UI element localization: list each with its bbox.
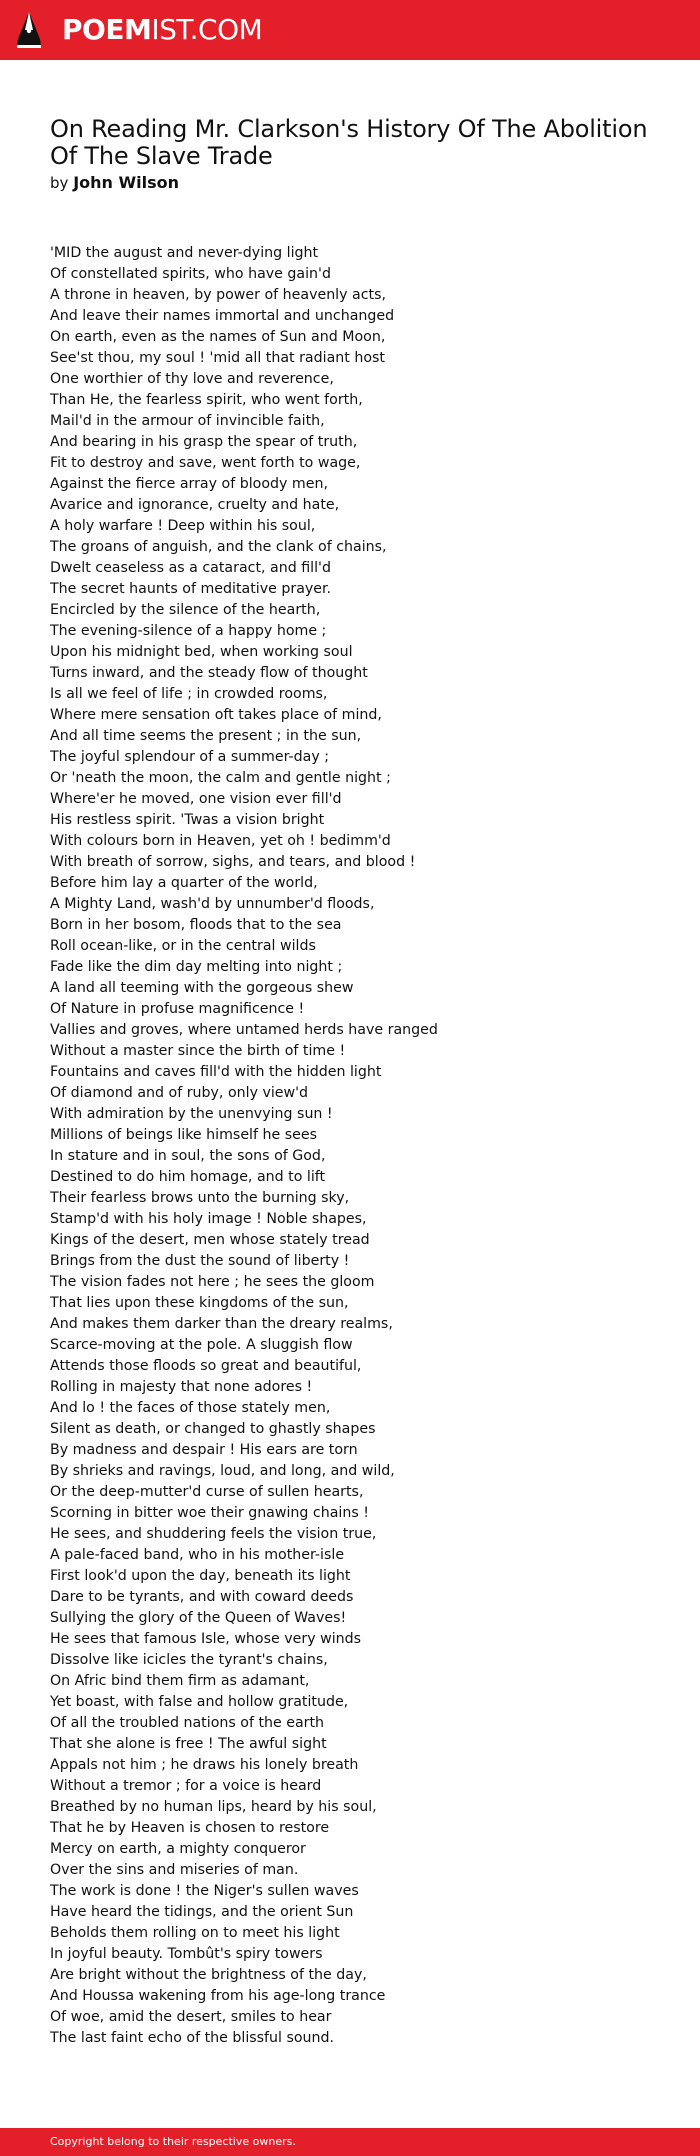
brand-wordmark <box>62 10 262 50</box>
poem-line: In stature and in soul, the sons of God, <box>50 1148 326 1164</box>
copyright-notice: Copyright belong to their respective owners. <box>50 2135 296 2148</box>
poem-line: Stamp'd with his holy image ! Noble shapes, <box>50 1211 367 1227</box>
poem-line: Rolling in majesty that none adores ! <box>50 1379 313 1395</box>
byline <box>50 173 179 193</box>
poem-line: With breath of sorrow, sighs, and tears, and blood ! <box>50 854 416 870</box>
poem-line: Scorning in bitter woe their gnawing chains ! <box>50 1505 369 1521</box>
poem-line: A holy warfare ! Deep within his soul, <box>50 518 316 534</box>
poem-line: Mail'd in the armour of invincible faith, <box>50 413 325 429</box>
poem-line: And Houssa wakening from his age-long trance <box>50 1988 386 2004</box>
poem-line: By madness and despair ! His ears are torn <box>50 1442 358 1458</box>
poem-line: Yet boast, with false and hollow gratitude, <box>50 1694 349 1710</box>
poem-line: Over the sins and miseries of man. <box>50 1862 299 1878</box>
poem-line: With colours born in Heaven, yet oh ! bedimm'd <box>50 833 391 849</box>
poem-line: Where mere sensation oft takes place of mind, <box>50 707 382 723</box>
poem-title: On Reading Mr. Clarkson's History Of The Abolition Of The Slave Trade <box>50 115 648 170</box>
poem-line: Of diamond and of ruby, only view'd <box>50 1085 309 1101</box>
poem-line: First look'd upon the day, beneath its light <box>50 1568 351 1584</box>
poem-line: Scarce-moving at the pole. A sluggish flow <box>50 1337 353 1353</box>
poem-body <box>50 243 610 2049</box>
poem-line: Is all we feel of life ; in crowded rooms, <box>50 686 328 702</box>
poem-line: A land all teeming with the gorgeous shew <box>50 980 354 996</box>
poem-line: Mercy on earth, a mighty conqueror <box>50 1841 306 1857</box>
poem-line: Of Nature in profuse magnificence ! <box>50 1001 305 1017</box>
poem-line: His restless spirit. 'Twas a vision bright <box>50 812 325 828</box>
author-link[interactable]: John Wilson <box>73 173 180 192</box>
poem-line: Appals not him ; he draws his lonely breath <box>50 1757 359 1773</box>
poem-line: Born in her bosom, floods that to the sea <box>50 917 342 933</box>
poem-line: Encircled by the silence of the hearth, <box>50 602 321 618</box>
poem-line: Of constellated spirits, who have gain'd <box>50 266 331 282</box>
poem-line: 'MID the august and never-dying light <box>50 245 319 261</box>
poem-line: Or the deep-mutter'd curse of sullen hearts, <box>50 1484 364 1500</box>
poem-line: Sullying the glory of the Queen of Waves! <box>50 1610 347 1626</box>
poem-line: Without a master since the birth of time ! <box>50 1043 346 1059</box>
brand-bold: POEM <box>62 13 152 46</box>
poem-line: Avarice and ignorance, cruelty and hate, <box>50 497 340 513</box>
poem-line: Of all the troubled nations of the earth <box>50 1715 325 1731</box>
site-logo-link[interactable] <box>14 10 262 50</box>
poem-line: Are bright without the brightness of the day, <box>50 1967 367 1983</box>
poem-line: Dwelt ceaseless as a cataract, and fill'd <box>50 560 331 576</box>
poem-line: The last faint echo of the blissful sound. <box>50 2030 335 2046</box>
poem-line: On Afric bind them firm as adamant, <box>50 1673 310 1689</box>
poem-line: And all time seems the present ; in the sun, <box>50 728 362 744</box>
poem-line: Attends those floods so great and beautiful, <box>50 1358 362 1374</box>
poem-line: Roll ocean-like, or in the central wilds <box>50 938 316 954</box>
poem-line: In joyful beauty. Tombût's spiry towers <box>50 1946 323 1962</box>
by-label: by <box>50 174 69 192</box>
poem-line: By shrieks and ravings, loud, and long, and wild, <box>50 1463 395 1479</box>
poem-line: On earth, even as the names of Sun and Moon, <box>50 329 386 345</box>
poem-line: The vision fades not here ; he sees the gloom <box>50 1274 375 1290</box>
poem-line: The joyful splendour of a summer-day ; <box>50 749 330 765</box>
poem-line: With admiration by the unenvying sun ! <box>50 1106 333 1122</box>
poem-line: See'st thou, my soul ! 'mid all that radiant host <box>50 350 385 366</box>
site-header <box>0 0 700 60</box>
poem-line: Breathed by no human lips, heard by his soul, <box>50 1799 377 1815</box>
poem-line: Fade like the dim day melting into night ; <box>50 959 343 975</box>
brand-light: IST.COM <box>151 13 263 46</box>
poem-line: Before him lay a quarter of the world, <box>50 875 318 891</box>
poem-line: Vallies and groves, where untamed herds have ranged <box>50 1022 438 1038</box>
poem-line: Against the fierce array of bloody men, <box>50 476 328 492</box>
poem-line: And leave their names immortal and unchanged <box>50 308 395 324</box>
poem-line: Without a tremor ; for a voice is heard <box>50 1778 322 1794</box>
poem-line: That she alone is free ! The awful sight <box>50 1736 327 1752</box>
poem-line: Brings from the dust the sound of liberty ! <box>50 1253 350 1269</box>
poem-line: Their fearless brows unto the burning sky, <box>50 1190 350 1206</box>
poem-line: And lo ! the faces of those stately men, <box>50 1400 331 1416</box>
poem-line: A pale-faced band, who in his mother-isle <box>50 1547 345 1563</box>
poem-line: Turns inward, and the steady flow of thought <box>50 665 368 681</box>
poem-line: One worthier of thy love and reverence, <box>50 371 334 387</box>
poem-line: Dissolve like icicles the tyrant's chains, <box>50 1652 328 1668</box>
poem-line: Of woe, amid the desert, smiles to hear <box>50 2009 332 2025</box>
site-footer <box>0 2128 700 2156</box>
poem-line: He sees, and shuddering feels the vision true, <box>50 1526 377 1542</box>
poem-line: Upon his midnight bed, when working soul <box>50 644 353 660</box>
poem-line: A throne in heaven, by power of heavenly acts, <box>50 287 386 303</box>
poem-line: The evening-silence of a happy home ; <box>50 623 327 639</box>
poem-line: And makes them darker than the dreary realms, <box>50 1316 393 1332</box>
poem-line: The groans of anguish, and the clank of chains, <box>50 539 387 555</box>
poem-line: Fit to destroy and save, went forth to wage, <box>50 455 361 471</box>
poem-line: Beholds them rolling on to meet his light <box>50 1925 340 1941</box>
poem-line: Fountains and caves fill'd with the hidden light <box>50 1064 382 1080</box>
poem-line: The secret haunts of meditative prayer. <box>50 581 332 597</box>
poem-line: He sees that famous Isle, whose very winds <box>50 1631 362 1647</box>
poem-line: Silent as death, or changed to ghastly shapes <box>50 1421 376 1437</box>
poem-line: Where'er he moved, one vision ever fill'd <box>50 791 342 807</box>
pen-nib-icon <box>14 10 44 50</box>
poem-line: Than He, the fearless spirit, who went forth, <box>50 392 363 408</box>
poem-line: Millions of beings like himself he sees <box>50 1127 317 1143</box>
poem-line: Kings of the desert, men whose stately tread <box>50 1232 370 1248</box>
poem-line: That he by Heaven is chosen to restore <box>50 1820 330 1836</box>
poem-line: Dare to be tyrants, and with coward deeds <box>50 1589 354 1605</box>
poem-line: A Mighty Land, wash'd by unnumber'd floods, <box>50 896 375 912</box>
poem-line: Destined to do him homage, and to lift <box>50 1169 326 1185</box>
poem-line: Or 'neath the moon, the calm and gentle night ; <box>50 770 391 786</box>
poem-line: That lies upon these kingdoms of the sun, <box>50 1295 349 1311</box>
poem-line: And bearing in his grasp the spear of truth, <box>50 434 358 450</box>
poem-line: Have heard the tidings, and the orient Sun <box>50 1904 354 1920</box>
poem-line: The work is done ! the Niger's sullen waves <box>50 1883 359 1899</box>
